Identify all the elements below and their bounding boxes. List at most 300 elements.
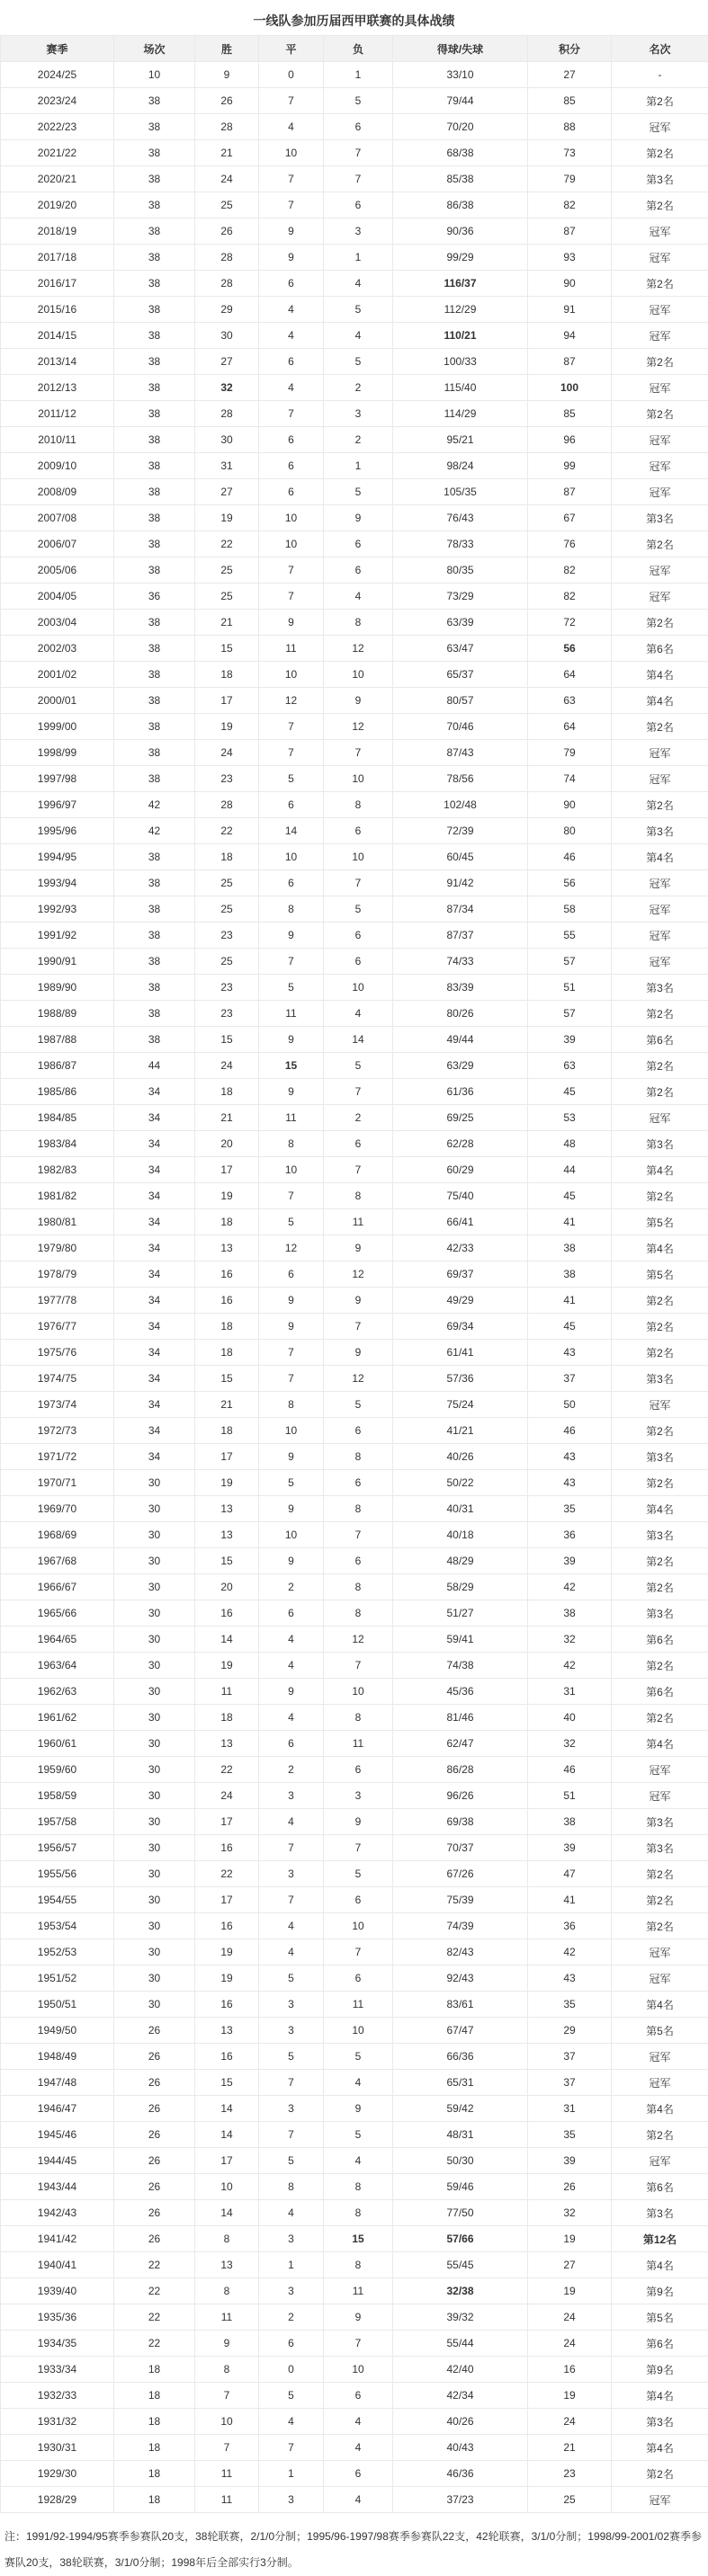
- cell-goals: 76/43: [393, 505, 528, 531]
- cell-season: 1934/35: [1, 2331, 114, 2357]
- cell-matches: 30: [114, 1627, 195, 1653]
- cell-matches: 18: [114, 2487, 195, 2513]
- cell-points: 64: [528, 714, 612, 740]
- cell-goals: 66/41: [393, 1209, 528, 1235]
- cell-matches: 10: [114, 62, 195, 88]
- cell-points: 82: [528, 557, 612, 584]
- cell-losses: 9: [324, 688, 393, 714]
- cell-season: 1941/42: [1, 2226, 114, 2252]
- cell-rank: 第2名: [612, 2122, 708, 2148]
- cell-rank: 第2名: [612, 1079, 708, 1105]
- cell-rank: 第2名: [612, 1861, 708, 1887]
- cell-season: 2023/24: [1, 88, 114, 114]
- cell-wins: 24: [195, 740, 259, 766]
- cell-losses: 5: [324, 88, 393, 114]
- cell-season: 1946/47: [1, 2096, 114, 2122]
- cell-matches: 26: [114, 2044, 195, 2070]
- cell-rank: 冠军: [612, 949, 708, 975]
- cell-points: 72: [528, 610, 612, 636]
- cell-points: 74: [528, 766, 612, 792]
- cell-wins: 15: [195, 1027, 259, 1053]
- cell-season: 2000/01: [1, 688, 114, 714]
- cell-draws: 6: [259, 1731, 324, 1757]
- cell-draws: 6: [259, 1261, 324, 1288]
- cell-wins: 28: [195, 245, 259, 271]
- cell-points: 79: [528, 166, 612, 192]
- cell-goals: 60/45: [393, 844, 528, 870]
- table-row: [1, 1679, 708, 1705]
- cell-points: 24: [528, 2304, 612, 2331]
- cell-season: 1976/77: [1, 1314, 114, 1340]
- table-row: [1, 2461, 708, 2487]
- cell-rank: 冠军: [612, 766, 708, 792]
- cell-points: 90: [528, 271, 612, 297]
- cell-draws: 7: [259, 401, 324, 427]
- table-row: [1, 2331, 708, 2357]
- cell-goals: 48/31: [393, 2122, 528, 2148]
- table-row: [1, 1261, 708, 1288]
- cell-season: 1959/60: [1, 1757, 114, 1783]
- cell-season: 1997/98: [1, 766, 114, 792]
- cell-points: 90: [528, 792, 612, 818]
- cell-rank: 冠军: [612, 1757, 708, 1783]
- cell-draws: 3: [259, 2096, 324, 2122]
- cell-losses: 7: [324, 1653, 393, 1679]
- table-row: [1, 688, 708, 714]
- cell-matches: 38: [114, 844, 195, 870]
- cell-season: 1965/66: [1, 1600, 114, 1627]
- cell-matches: 38: [114, 192, 195, 218]
- cell-points: 42: [528, 1939, 612, 1965]
- cell-wins: 28: [195, 401, 259, 427]
- cell-draws: 7: [259, 2435, 324, 2461]
- cell-matches: 30: [114, 1887, 195, 1913]
- cell-goals: 105/35: [393, 479, 528, 505]
- cell-rank: 第4名: [612, 1496, 708, 1522]
- cell-rank: 冠军: [612, 2148, 708, 2174]
- cell-goals: 61/41: [393, 1340, 528, 1366]
- cell-wins: 19: [195, 505, 259, 531]
- cell-season: 1945/46: [1, 2122, 114, 2148]
- cell-matches: 30: [114, 1600, 195, 1627]
- table-row: [1, 2044, 708, 2070]
- cell-season: 2015/16: [1, 297, 114, 323]
- table-row: [1, 62, 708, 88]
- cell-goals: 50/30: [393, 2148, 528, 2174]
- cell-losses: 10: [324, 844, 393, 870]
- cell-losses: 7: [324, 870, 393, 896]
- cell-rank: 冠军: [612, 323, 708, 349]
- cell-losses: 9: [324, 505, 393, 531]
- cell-points: 56: [528, 636, 612, 662]
- cell-goals: 61/36: [393, 1079, 528, 1105]
- cell-draws: 6: [259, 1600, 324, 1627]
- cell-points: 80: [528, 818, 612, 844]
- cell-losses: 12: [324, 1366, 393, 1392]
- cell-season: 1928/29: [1, 2487, 114, 2513]
- cell-points: 21: [528, 2435, 612, 2461]
- table-row: [1, 2304, 708, 2331]
- cell-wins: 23: [195, 975, 259, 1001]
- cell-matches: 38: [114, 714, 195, 740]
- cell-wins: 10: [195, 2409, 259, 2435]
- cell-season: 1985/86: [1, 1079, 114, 1105]
- cell-wins: 20: [195, 1131, 259, 1157]
- cell-goals: 50/22: [393, 1470, 528, 1496]
- table-row: [1, 870, 708, 896]
- cell-losses: 5: [324, 349, 393, 375]
- cell-wins: 13: [195, 2018, 259, 2044]
- cell-matches: 30: [114, 1496, 195, 1522]
- cell-draws: 9: [259, 1548, 324, 1574]
- cell-goals: 59/42: [393, 2096, 528, 2122]
- cell-losses: 5: [324, 1053, 393, 1079]
- cell-wins: 16: [195, 1835, 259, 1861]
- cell-points: 35: [528, 1496, 612, 1522]
- cell-points: 16: [528, 2357, 612, 2383]
- cell-rank: 第2名: [612, 349, 708, 375]
- cell-season: 1949/50: [1, 2018, 114, 2044]
- cell-goals: 99/29: [393, 245, 528, 271]
- cell-season: 1943/44: [1, 2174, 114, 2200]
- cell-matches: 26: [114, 2148, 195, 2174]
- table-row: [1, 636, 708, 662]
- cell-season: 2014/15: [1, 323, 114, 349]
- cell-goals: 110/21: [393, 323, 528, 349]
- cell-losses: 7: [324, 1939, 393, 1965]
- cell-rank: -: [612, 62, 708, 88]
- cell-draws: 9: [259, 1444, 324, 1470]
- cell-matches: 42: [114, 818, 195, 844]
- cell-goals: 68/38: [393, 140, 528, 166]
- cell-points: 94: [528, 323, 612, 349]
- table-row: [1, 114, 708, 140]
- table-body: [1, 62, 708, 2513]
- cell-matches: 26: [114, 2200, 195, 2226]
- header-rank: 名次: [612, 36, 708, 62]
- cell-losses: 6: [324, 949, 393, 975]
- cell-draws: 6: [259, 271, 324, 297]
- cell-draws: 4: [259, 2200, 324, 2226]
- cell-wins: 23: [195, 766, 259, 792]
- cell-season: 1993/94: [1, 870, 114, 896]
- cell-wins: 27: [195, 479, 259, 505]
- cell-matches: 38: [114, 531, 195, 557]
- cell-wins: 17: [195, 1157, 259, 1183]
- cell-points: 46: [528, 1757, 612, 1783]
- cell-matches: 38: [114, 662, 195, 688]
- cell-draws: 9: [259, 1679, 324, 1705]
- table-row: [1, 1418, 708, 1444]
- cell-season: 2008/09: [1, 479, 114, 505]
- cell-losses: 9: [324, 2096, 393, 2122]
- cell-wins: 17: [195, 2148, 259, 2174]
- cell-losses: 8: [324, 1444, 393, 1470]
- cell-wins: 13: [195, 1496, 259, 1522]
- cell-season: 1956/57: [1, 1835, 114, 1861]
- cell-goals: 49/44: [393, 1027, 528, 1053]
- cell-losses: 12: [324, 1261, 393, 1288]
- cell-goals: 65/31: [393, 2070, 528, 2096]
- cell-wins: 13: [195, 1731, 259, 1757]
- cell-rank: 冠军: [612, 375, 708, 401]
- cell-wins: 11: [195, 2487, 259, 2513]
- cell-matches: 38: [114, 505, 195, 531]
- cell-goals: 83/39: [393, 975, 528, 1001]
- cell-rank: 第12名: [612, 2226, 708, 2252]
- cell-season: 1978/79: [1, 1261, 114, 1288]
- cell-draws: 8: [259, 896, 324, 923]
- table-row: [1, 1861, 708, 1887]
- cell-goals: 66/36: [393, 2044, 528, 2070]
- cell-season: 1979/80: [1, 1235, 114, 1261]
- cell-season: 1992/93: [1, 896, 114, 923]
- cell-points: 40: [528, 1705, 612, 1731]
- cell-rank: 第2名: [612, 1314, 708, 1340]
- cell-goals: 90/36: [393, 218, 528, 245]
- cell-losses: 10: [324, 662, 393, 688]
- cell-losses: 9: [324, 1288, 393, 1314]
- cell-wins: 9: [195, 2331, 259, 2357]
- cell-wins: 7: [195, 2383, 259, 2409]
- cell-points: 32: [528, 2200, 612, 2226]
- cell-losses: 12: [324, 636, 393, 662]
- table-row: [1, 375, 708, 401]
- cell-losses: 10: [324, 1679, 393, 1705]
- cell-draws: 3: [259, 2018, 324, 2044]
- table-row: [1, 1366, 708, 1392]
- cell-wins: 13: [195, 1522, 259, 1548]
- cell-rank: 第2名: [612, 401, 708, 427]
- cell-matches: 22: [114, 2278, 195, 2304]
- cell-matches: 26: [114, 2226, 195, 2252]
- cell-losses: 8: [324, 1183, 393, 1209]
- cell-season: 1980/81: [1, 1209, 114, 1235]
- cell-draws: 15: [259, 1053, 324, 1079]
- cell-goals: 114/29: [393, 401, 528, 427]
- cell-points: 39: [528, 1548, 612, 1574]
- cell-wins: 25: [195, 192, 259, 218]
- cell-draws: 2: [259, 1757, 324, 1783]
- cell-goals: 78/33: [393, 531, 528, 557]
- cell-season: 1998/99: [1, 740, 114, 766]
- cell-matches: 38: [114, 245, 195, 271]
- cell-rank: 第4名: [612, 1235, 708, 1261]
- header-losses: 负: [324, 36, 393, 62]
- cell-draws: 7: [259, 1340, 324, 1366]
- cell-points: 100: [528, 375, 612, 401]
- cell-draws: 7: [259, 1366, 324, 1392]
- cell-losses: 7: [324, 140, 393, 166]
- cell-rank: 第6名: [612, 636, 708, 662]
- cell-draws: 3: [259, 2278, 324, 2304]
- cell-losses: 4: [324, 323, 393, 349]
- cell-matches: 30: [114, 1913, 195, 1939]
- cell-season: 2005/06: [1, 557, 114, 584]
- cell-wins: 17: [195, 1444, 259, 1470]
- cell-wins: 25: [195, 584, 259, 610]
- cell-goals: 45/36: [393, 1679, 528, 1705]
- cell-goals: 42/33: [393, 1235, 528, 1261]
- table-row: [1, 1027, 708, 1053]
- cell-losses: 11: [324, 1209, 393, 1235]
- cell-season: 1968/69: [1, 1522, 114, 1548]
- cell-draws: 8: [259, 2174, 324, 2200]
- cell-matches: 38: [114, 297, 195, 323]
- cell-points: 45: [528, 1079, 612, 1105]
- table-row: [1, 584, 708, 610]
- cell-matches: 30: [114, 1653, 195, 1679]
- cell-rank: 冠军: [612, 245, 708, 271]
- cell-wins: 16: [195, 1992, 259, 2018]
- cell-matches: 30: [114, 1783, 195, 1809]
- cell-losses: 6: [324, 1757, 393, 1783]
- cell-rank: 冠军: [612, 2070, 708, 2096]
- cell-season: 1944/45: [1, 2148, 114, 2174]
- cell-rank: 第2名: [612, 88, 708, 114]
- table-row: [1, 531, 708, 557]
- cell-matches: 38: [114, 688, 195, 714]
- cell-rank: 第3名: [612, 2409, 708, 2435]
- cell-goals: 77/50: [393, 2200, 528, 2226]
- cell-wins: 18: [195, 1705, 259, 1731]
- cell-points: 24: [528, 2409, 612, 2435]
- table-row: [1, 1731, 708, 1757]
- cell-draws: 4: [259, 2409, 324, 2435]
- cell-rank: 第5名: [612, 2304, 708, 2331]
- cell-wins: 26: [195, 218, 259, 245]
- cell-season: 2017/18: [1, 245, 114, 271]
- cell-matches: 30: [114, 1731, 195, 1757]
- cell-losses: 5: [324, 896, 393, 923]
- cell-matches: 34: [114, 1079, 195, 1105]
- cell-season: 1999/00: [1, 714, 114, 740]
- cell-draws: 7: [259, 714, 324, 740]
- cell-matches: 18: [114, 2461, 195, 2487]
- cell-draws: 10: [259, 844, 324, 870]
- cell-points: 26: [528, 2174, 612, 2200]
- cell-losses: 6: [324, 1548, 393, 1574]
- cell-losses: 12: [324, 1627, 393, 1653]
- table-row: [1, 2200, 708, 2226]
- cell-draws: 4: [259, 1653, 324, 1679]
- cell-wins: 23: [195, 923, 259, 949]
- cell-points: 63: [528, 1053, 612, 1079]
- cell-draws: 7: [259, 740, 324, 766]
- cell-draws: 10: [259, 662, 324, 688]
- cell-matches: 34: [114, 1444, 195, 1470]
- cell-wins: 7: [195, 2435, 259, 2461]
- cell-draws: 9: [259, 1288, 324, 1314]
- cell-matches: 22: [114, 2252, 195, 2278]
- cell-draws: 5: [259, 1965, 324, 1992]
- cell-wins: 10: [195, 2174, 259, 2200]
- cell-points: 27: [528, 62, 612, 88]
- cell-season: 1952/53: [1, 1939, 114, 1965]
- cell-wins: 30: [195, 427, 259, 453]
- cell-points: 99: [528, 453, 612, 479]
- cell-goals: 116/37: [393, 271, 528, 297]
- cell-rank: 第2名: [612, 1053, 708, 1079]
- cell-matches: 38: [114, 427, 195, 453]
- cell-rank: 第4名: [612, 688, 708, 714]
- cell-points: 36: [528, 1913, 612, 1939]
- table-row: [1, 1705, 708, 1731]
- table-row: [1, 1183, 708, 1209]
- cell-draws: 7: [259, 1835, 324, 1861]
- cell-losses: 2: [324, 427, 393, 453]
- cell-draws: 7: [259, 192, 324, 218]
- cell-losses: 12: [324, 714, 393, 740]
- cell-draws: 9: [259, 1079, 324, 1105]
- table-row: [1, 949, 708, 975]
- table-row: [1, 557, 708, 584]
- cell-rank: 第4名: [612, 1992, 708, 2018]
- cell-points: 31: [528, 2096, 612, 2122]
- cell-wins: 21: [195, 1392, 259, 1418]
- cell-points: 37: [528, 2070, 612, 2096]
- cell-goals: 80/26: [393, 1001, 528, 1027]
- cell-rank: 冠军: [612, 1783, 708, 1809]
- cell-matches: 34: [114, 1131, 195, 1157]
- cell-season: 1983/84: [1, 1131, 114, 1157]
- cell-losses: 7: [324, 1314, 393, 1340]
- cell-season: 1948/49: [1, 2044, 114, 2070]
- table-row: [1, 923, 708, 949]
- cell-matches: 36: [114, 584, 195, 610]
- cell-draws: 12: [259, 688, 324, 714]
- cell-wins: 8: [195, 2357, 259, 2383]
- cell-goals: 82/43: [393, 1939, 528, 1965]
- table-row: [1, 427, 708, 453]
- cell-season: 1971/72: [1, 1444, 114, 1470]
- cell-season: 1932/33: [1, 2383, 114, 2409]
- cell-matches: 30: [114, 1470, 195, 1496]
- cell-wins: 15: [195, 2070, 259, 2096]
- table-row: [1, 2383, 708, 2409]
- cell-draws: 4: [259, 1913, 324, 1939]
- cell-points: 32: [528, 1627, 612, 1653]
- cell-goals: 58/29: [393, 1574, 528, 1600]
- cell-rank: 冠军: [612, 923, 708, 949]
- cell-goals: 63/29: [393, 1053, 528, 1079]
- cell-matches: 18: [114, 2435, 195, 2461]
- cell-season: 1957/58: [1, 1809, 114, 1835]
- cell-wins: 19: [195, 1653, 259, 1679]
- cell-points: 76: [528, 531, 612, 557]
- cell-wins: 17: [195, 1887, 259, 1913]
- cell-goals: 59/46: [393, 2174, 528, 2200]
- cell-points: 41: [528, 1288, 612, 1314]
- cell-season: 1935/36: [1, 2304, 114, 2331]
- cell-rank: 第3名: [612, 1600, 708, 1627]
- cell-points: 50: [528, 1392, 612, 1418]
- cell-goals: 85/38: [393, 166, 528, 192]
- cell-rank: 第3名: [612, 818, 708, 844]
- cell-goals: 112/29: [393, 297, 528, 323]
- cell-wins: 18: [195, 1209, 259, 1235]
- cell-rank: 冠军: [612, 740, 708, 766]
- cell-rank: 第3名: [612, 975, 708, 1001]
- cell-season: 2007/08: [1, 505, 114, 531]
- cell-matches: 38: [114, 349, 195, 375]
- cell-rank: 冠军: [612, 896, 708, 923]
- cell-draws: 9: [259, 923, 324, 949]
- cell-losses: 4: [324, 1001, 393, 1027]
- cell-matches: 26: [114, 2018, 195, 2044]
- cell-rank: 第2名: [612, 792, 708, 818]
- cell-goals: 40/26: [393, 1444, 528, 1470]
